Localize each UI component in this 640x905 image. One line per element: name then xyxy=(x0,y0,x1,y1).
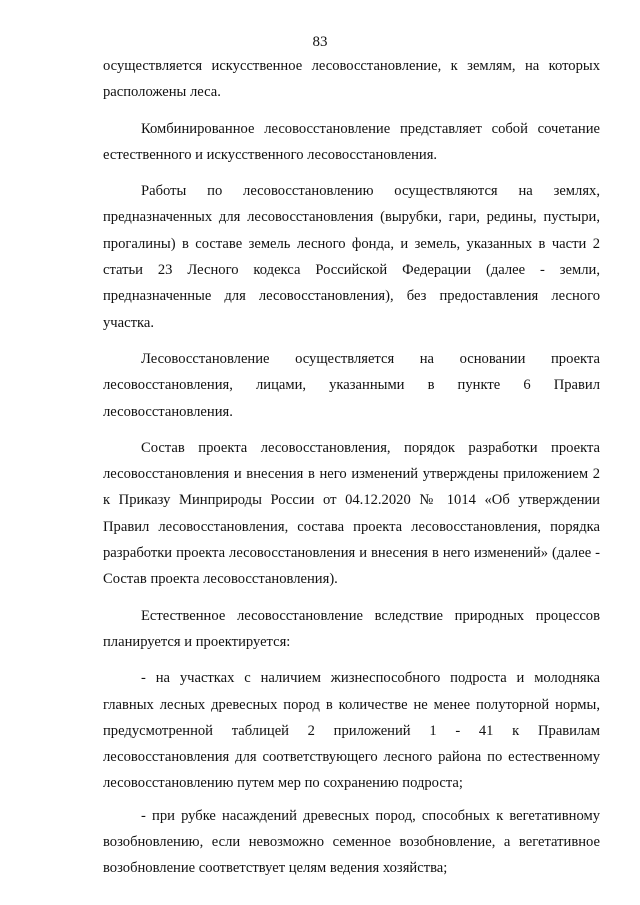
body-text xyxy=(103,53,600,882)
paragraph-reforestation-lands: Работы по лесовосстановлению осуществляются на землях, предназначенных для лесовосстановления (вырубки, гари, редины, пустыри, прогалины) в составе земель лесного фонда, и земель, указанных в части 2 статьи 23 Лесного кодекса Российской Федерации (далее - земли, предназначенные для лесовосстановления), без предоставления лесного участка. xyxy=(103,183,600,331)
paragraph-reforestation-project-basis: Лесовосстановление осуществляется на основании проекта лесовосстановления, лицами, указанными в пункте 6 Правил лесовосстановления. xyxy=(103,350,600,420)
paragraph-continuation: осуществляется искусственное лесовосстановление, к землям, на которых расположены леса. xyxy=(103,58,600,101)
list-item-undergrowth: - на участках с наличием жизнеспособного подроста и молодняка главных лесных древесных пород в количестве не менее полуторной нормы, предусмотренной таблицей 2 приложений 1 - 41 к Правилам лесовосстановления для соответствующего лесного района по естественному лесовосстановлению путем мер по сохранению подроста; xyxy=(103,670,600,792)
paragraph-combined-reforestation: Комбинированное лесовосстановление представляет собой сочетание естественного и искусственного лесовосстановления. xyxy=(103,120,600,163)
list-item-vegetative-renewal: - при рубке насаждений древесных пород, способных к вегетативному возобновлению, если невозможно семенное возобновление, а вегетативное возобновление соответствует целям ведения хозяйства; xyxy=(103,807,600,877)
paragraph-natural-reforestation: Естественное лесовосстановление вследствие природных процессов планируется и проектируется: xyxy=(103,607,600,650)
page-number: 83 xyxy=(312,34,328,50)
paragraph-project-composition: Состав проекта лесовосстановления, порядок разработки проекта лесовосстановления и внесения в него изменений утверждены приложением 2 к Приказу Минприроды России от 04.12.2020 № 1014 «Об утверждении Правил лесовосстановления, состава проекта лесовосстановления, порядка разработки проекта лесовосстановления и внесения в него изменений» (далее - Состав проекта лесовосстановления). xyxy=(103,439,600,588)
